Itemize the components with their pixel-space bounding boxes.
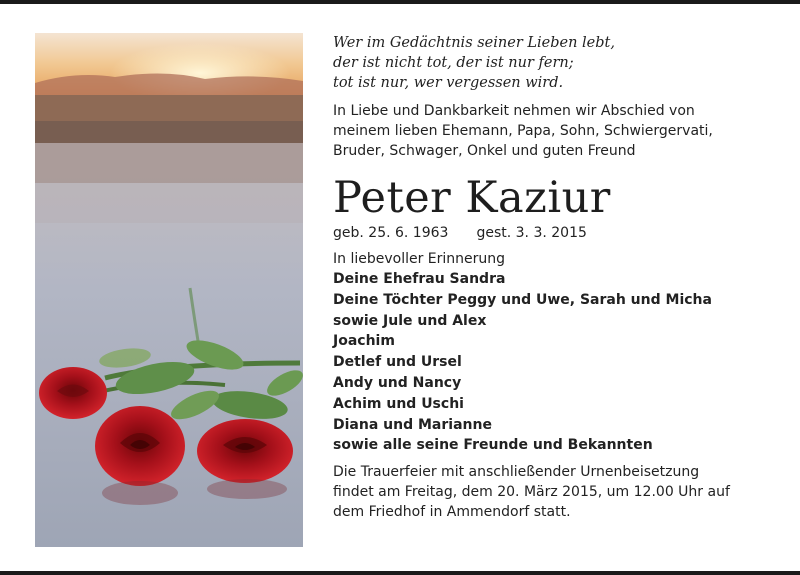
- life-dates: [333, 223, 788, 243]
- roses-on-water-photo: [35, 33, 303, 547]
- farewell-intro: [333, 101, 788, 161]
- mourner-entry: Detlef und Ursel: [333, 354, 462, 371]
- mourner-entry: Joachim: [333, 333, 395, 350]
- death-date: gest. 3. 3. 2015: [476, 225, 587, 241]
- mourner-entry: Diana und Marianne: [333, 416, 492, 433]
- mourner-entry: Deine Töchter Peggy und Uwe, Sarah und Micha: [333, 291, 712, 308]
- funeral-line: dem Friedhof in Ammendorf statt.: [333, 504, 571, 521]
- mourner-entry: Achim und Uschi: [333, 395, 464, 412]
- funeral-notice: [333, 462, 788, 522]
- intro-line: In Liebe und Dankbarkeit nehmen wir Abschied von: [333, 103, 695, 119]
- obituary-text: [333, 33, 788, 522]
- mourner-entry: Andy und Nancy: [333, 374, 462, 391]
- poem-line: Wer im Gedächtnis seiner Lieben lebt,: [333, 35, 615, 51]
- mourners-list: [333, 269, 788, 456]
- funeral-line: Die Trauerfeier mit anschließender Urnenbeisetzung: [333, 464, 700, 481]
- mourner-entry: Deine Ehefrau Sandra: [333, 271, 506, 287]
- mourner-entry: sowie alle seine Freunde und Bekannten: [333, 437, 653, 454]
- birth-date: geb. 25. 6. 1963: [333, 225, 449, 241]
- mourner-entry: sowie Jule und Alex: [333, 312, 487, 329]
- poem-line: der ist nicht tot, der ist nur fern;: [333, 55, 574, 71]
- roses-photo-illustration: [35, 33, 303, 547]
- intro-line: meinem lieben Ehemann, Papa, Sohn, Schwiergervati,: [333, 123, 713, 139]
- memory-line: In liebevoller Erinnerung: [333, 251, 506, 267]
- memorial-poem: [333, 33, 788, 93]
- funeral-line: findet am Freitag, dem 20. März 2015, um 12.00 Uhr auf: [333, 484, 730, 501]
- poem-line: tot ist nur, wer vergessen wird.: [333, 75, 564, 91]
- intro-line: Bruder, Schwager, Onkel und guten Freund: [333, 143, 636, 159]
- deceased-name: Peter Kaziur: [333, 173, 611, 223]
